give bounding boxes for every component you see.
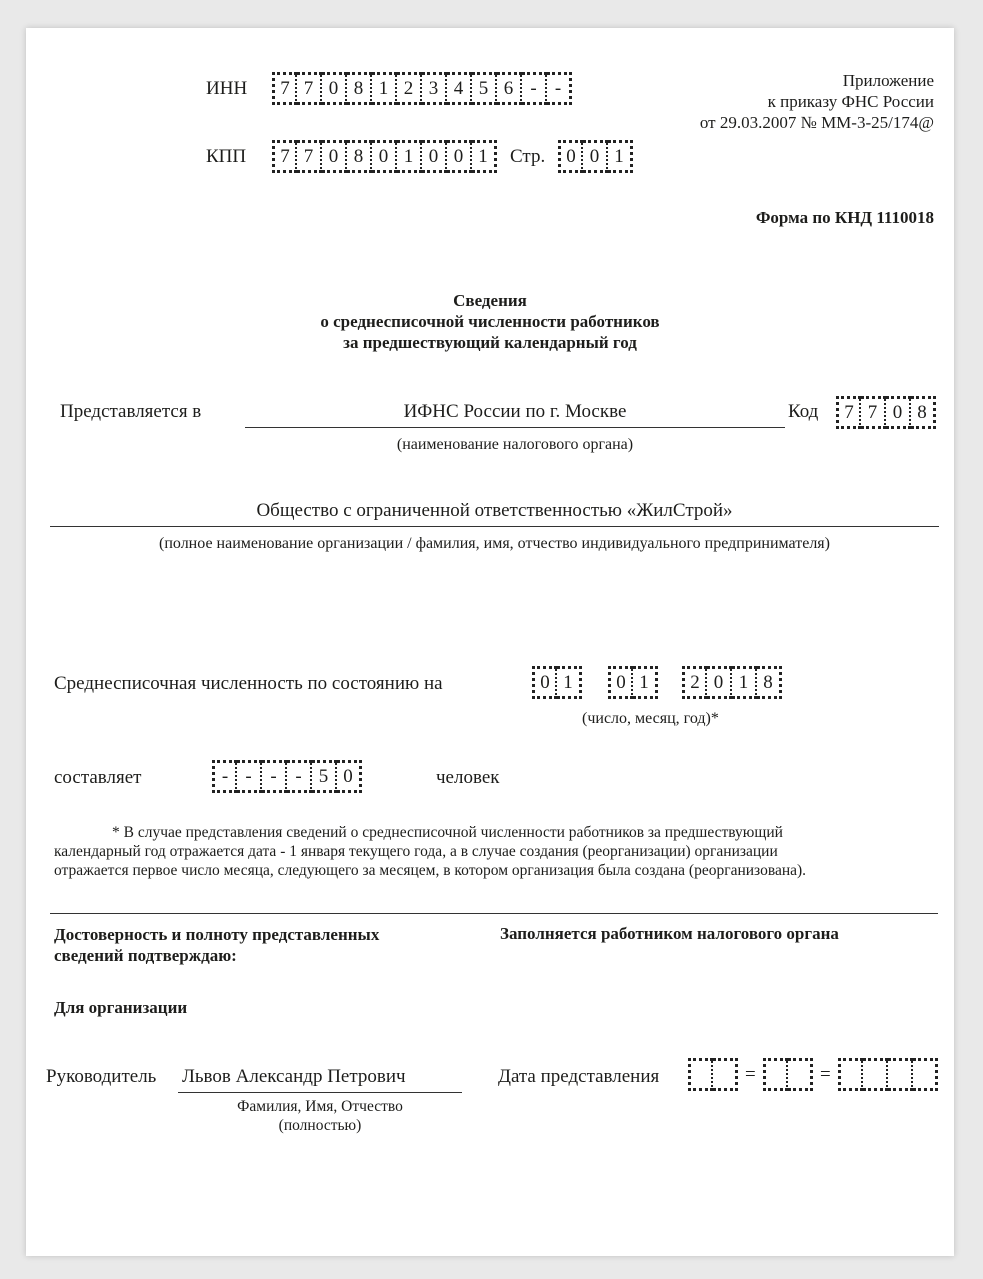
code-label: Код <box>788 401 819 422</box>
as-of-year-cells <box>682 666 782 699</box>
page-label: Стр. <box>510 146 546 167</box>
digit-cell: 0 <box>532 666 557 699</box>
head-caption-line-2: (полностью) <box>278 1117 362 1134</box>
submission-month-cells <box>763 1058 813 1091</box>
page-cells <box>558 140 633 173</box>
for-organization-label: Для организации <box>54 998 188 1017</box>
confirmation-heading-line-1: Достоверность и полноту представленных <box>54 925 380 944</box>
digit-cell: 8 <box>911 396 936 429</box>
digit-cell: 1 <box>608 140 633 173</box>
digit-cell <box>838 1058 863 1091</box>
as-of-label: Среднесписочная численность по состоянию на <box>54 673 443 694</box>
amount-label: составляет <box>54 767 142 788</box>
submission-year-cells <box>838 1058 938 1091</box>
confirmation-heading-line-2: сведений подтверждаю: <box>54 946 237 965</box>
digit-cell <box>713 1058 738 1091</box>
digit-cell: 2 <box>682 666 707 699</box>
digit-cell: 7 <box>297 72 322 105</box>
date-separator-2: = <box>820 1064 831 1085</box>
digit-cell <box>788 1058 813 1091</box>
head-name-underline <box>178 1092 462 1093</box>
digit-cell: 0 <box>707 666 732 699</box>
digit-cell: 0 <box>422 140 447 173</box>
code-cells <box>836 396 936 429</box>
digit-cell: 0 <box>337 760 362 793</box>
as-of-day-cells <box>532 666 582 699</box>
tax-office-name: ИФНС России по г. Москве <box>403 401 627 422</box>
footnote <box>54 823 922 880</box>
appendix-line-3: от 29.03.2007 № ММ-3-25/174@ <box>699 113 934 132</box>
unit-label: человек <box>436 767 500 788</box>
head-name-caption <box>178 1097 462 1135</box>
head-caption-line-1: Фамилия, Имя, Отчество <box>237 1098 403 1115</box>
digit-cell: 1 <box>472 140 497 173</box>
digit-cell <box>763 1058 788 1091</box>
digit-cell <box>688 1058 713 1091</box>
digit-cell: 1 <box>397 140 422 173</box>
form-sheet <box>26 28 954 1256</box>
digit-cell: 7 <box>272 72 297 105</box>
digit-cell: - <box>262 760 287 793</box>
confirmation-heading <box>54 924 379 966</box>
footnote-line-2: календарный год отражается дата - 1 января текущего года, а в случае создания (реорганизации) организации <box>54 843 778 860</box>
digit-cell: 0 <box>583 140 608 173</box>
tax-office-caption: (наименование налогового органа) <box>396 436 634 453</box>
date-separator-1: = <box>745 1064 756 1085</box>
digit-cell: 0 <box>322 140 347 173</box>
title-line-3: за предшествующий календарный год <box>343 333 637 352</box>
digit-cell: - <box>212 760 237 793</box>
digit-cell: 7 <box>836 396 861 429</box>
digit-cell: 7 <box>861 396 886 429</box>
submission-day-cells <box>688 1058 738 1091</box>
title-line-2: о среднесписочной численности работников <box>320 312 660 331</box>
digit-cell: 0 <box>322 72 347 105</box>
head-label: Руководитель <box>46 1066 157 1087</box>
section-divider <box>50 913 938 914</box>
digit-cell <box>913 1058 938 1091</box>
submitted-to-label: Представляется в <box>60 401 202 422</box>
appendix-line-1: Приложение <box>842 71 934 90</box>
digit-cell <box>888 1058 913 1091</box>
digit-cell: 3 <box>422 72 447 105</box>
tax-office-underline <box>245 427 785 428</box>
digit-cell <box>863 1058 888 1091</box>
appendix-line-2: к приказу ФНС России <box>767 92 934 111</box>
inn-cells <box>272 72 572 105</box>
date-caption: (число, месяц, год)* <box>582 710 719 727</box>
as-of-month-cells <box>608 666 658 699</box>
digit-cell: 2 <box>397 72 422 105</box>
form-title <box>26 290 954 353</box>
title-line-1: Сведения <box>453 291 527 310</box>
digit-cell: 8 <box>347 140 372 173</box>
digit-cell: - <box>287 760 312 793</box>
digit-cell: 0 <box>558 140 583 173</box>
digit-cell: 0 <box>372 140 397 173</box>
amount-cells <box>212 760 362 793</box>
inn-label: ИНН <box>206 78 248 99</box>
digit-cell: 1 <box>633 666 658 699</box>
form-code: Форма по КНД 1110018 <box>755 208 934 227</box>
digit-cell: 5 <box>472 72 497 105</box>
organization-name: Общество с ограниченной ответственностью «ЖилСтрой» <box>256 500 733 521</box>
digit-cell: 8 <box>347 72 372 105</box>
footnote-line-3: отражается первое число месяца, следующего за месяцем, в котором организация была создана (реорганизована). <box>54 862 807 879</box>
digit-cell: - <box>522 72 547 105</box>
digit-cell: 4 <box>447 72 472 105</box>
digit-cell: 1 <box>732 666 757 699</box>
kpp-label: КПП <box>206 146 247 167</box>
organization-caption: (полное наименование организации / фамилия, имя, отчество индивидуального предпринимателя) <box>159 535 830 552</box>
digit-cell: 1 <box>372 72 397 105</box>
digit-cell: 1 <box>557 666 582 699</box>
digit-cell: - <box>547 72 572 105</box>
submission-date-label: Дата представления <box>498 1066 660 1087</box>
appendix-note <box>700 70 934 133</box>
digit-cell: 0 <box>886 396 911 429</box>
footnote-line-1: * В случае представления сведений о среднесписочной численности работников за предшествующий <box>112 824 783 841</box>
digit-cell: 7 <box>297 140 322 173</box>
kpp-cells <box>272 140 497 173</box>
digit-cell: 5 <box>312 760 337 793</box>
organization-underline <box>50 526 939 527</box>
digit-cell: 6 <box>497 72 522 105</box>
digit-cell: 8 <box>757 666 782 699</box>
digit-cell: 7 <box>272 140 297 173</box>
digit-cell: 0 <box>608 666 633 699</box>
digit-cell: - <box>237 760 262 793</box>
head-name: Львов Александр Петрович <box>182 1066 406 1087</box>
digit-cell: 0 <box>447 140 472 173</box>
tax-office-section-heading: Заполняется работником налогового органа <box>500 924 839 943</box>
